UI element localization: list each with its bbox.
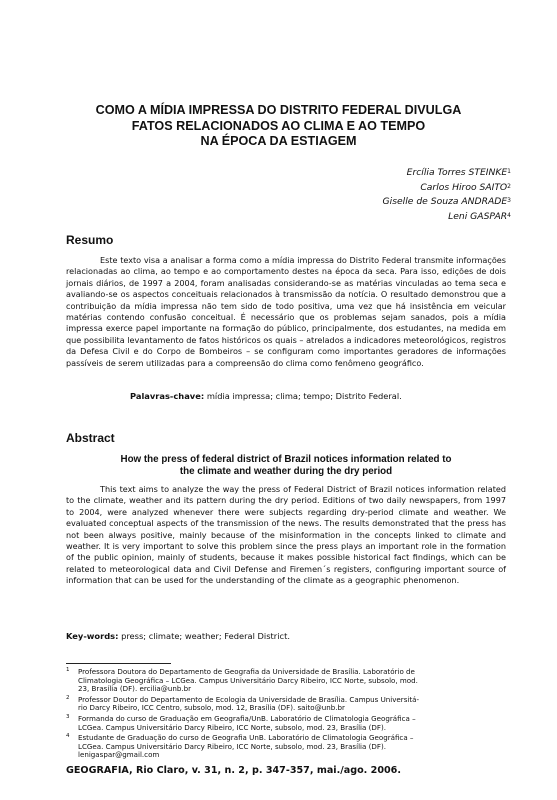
author: Giselle de Souza ANDRADE$^3$ [382, 196, 511, 207]
author: Carlos Hiroo SAITO$^2$ [420, 181, 511, 193]
author: Leni GASPAR$^4$ [448, 210, 511, 222]
footnote-mark: 3 [507, 197, 511, 204]
author: Ercília Torres STEINKE$^1$ [406, 167, 511, 178]
footnote-mark: 1 [507, 168, 511, 175]
abstract-keywords [66, 631, 506, 642]
footnote: 4 Estudante de Graduação do curso de Geografia UnB. Laboratório de Climatologia Geográfica – LCGea. Campus Universitário Darcy Ribeiro, ICC Norte, subsolo, mod. 23, Brasília (DF). lenigaspar@gmail.com [66, 733, 414, 760]
resumo-heading: Resumo [66, 233, 114, 247]
footnote: 3 Formanda do curso de Graduação em Geografia/UnB. Laboratório de Climatologia Geográfica – LCGea. Campus Universitário Darcy Ribeiro, ICC Norte, subsolo, mod. 23, Brasília (DF). [66, 714, 416, 732]
footnote: 1 Professora Doutora do Departamento de Geografia da Universidade de Brasília. Laboratório de Climatologia Geográfica – LCGea. Campus Universitário Darcy Ribeiro, ICC Norte, subsolo, mod. 23, Brasília (DF). ercilia@unb.br [66, 667, 418, 694]
abstract-text: This text aims to analyze the way the press of Federal District of Brazil notices information related to the climate, weather and its pattern during the dry period. Editions of two daily newspapers, from 1997 to 2004, were analyzed whenever there were subjects regarding dry-period climate and weather. We evaluated conceptual aspects of the transmission of the news. The results demonstrated that the press has not been always positive, mainly because of the misinformation in the concepts linked to climate and weather. It is very important to solve this problem since the press plays an important role in the formation of the public opinion, mainly of students, because it makes possible historical fact findings, which can be related to meteorological data and Civil Defense and Firemen´s registers, configuring important source of information that can be used for the understanding of the climate as a geographic phenomenon. [66, 484, 506, 586]
abstract-title [66, 454, 506, 478]
keywords-text: mídia impressa; clima; tempo; Distrito Federal. [206, 391, 402, 401]
title-line: COMO A MÍDIA IMPRESSA DO DISTRITO FEDERAL DIVULGA [95, 103, 462, 117]
author-list [383, 166, 511, 224]
keywords-label: Key-words: [66, 631, 119, 641]
resumo-text: Este texto visa a analisar a forma como a mídia impressa do Distrito Federal transmite informações relacionadas ao clima, ao tempo e ao comportamento destes na época da seca. Para isso, edições de dois jornais diários, de 1997 a 2004, foram analisadas considerando-se as matérias vinculadas ao tema seca e avaliando-se os aspectos conceituais relacionados à transmissão da notícia. O resultado demonstrou que a contribuição da mídia impressa não tem sido de todo positiva, uma vez que há insistência em veicular matérias contendo confusão conceitual. É necessário que os problemas sejam sanados, pois a mídia impressa exerce papel importante na formação do público, principalmente, dos estudantes, na medida em que possibilita levantamento de fatos históricos os quais – atrelados a indicadores meteorológicos, registros da Defesa Civil e do Corpo de Bombeiros – se configuram como importantes geradores de informações passíveis de serem utilizadas para a compreensão do clima como fenômeno geográfico. [66, 255, 506, 368]
abstract-body [66, 484, 506, 587]
resumo-keywords [66, 391, 506, 402]
article-title [40, 103, 517, 150]
resumo-body [66, 255, 506, 369]
keywords-label: Palavras-chave: [130, 391, 205, 401]
footnote: 2 Professor Doutor do Departamento de Ecologia da Universidade de Brasília. Campus Universitá- rio Darcy Ribeiro, ICC Centro, subsolo, mod. 12, Brasília (DF). saito@unb.br [66, 694, 420, 713]
journal-citation: GEOGRAFIA, Rio Claro, v. 31, n. 2, p. 347-357, mai./ago. 2006. [66, 765, 402, 776]
title-line: NA ÉPOCA DA ESTIAGEM [200, 134, 357, 148]
title-line: FATOS RELACIONADOS AO CLIMA E AO TEMPO [131, 118, 426, 133]
footnote-mark: 4 [507, 211, 511, 219]
footnote-divider [66, 663, 171, 664]
abstract-title-line: the climate and weather during the dry period [179, 466, 393, 477]
abstract-title-line: How the press of federal district of Brazil notices information related to [120, 454, 452, 465]
keywords-text: press; climate; weather; Federal District. [121, 631, 290, 641]
abstract-heading: Abstract [66, 431, 115, 445]
footnote-mark: 2 [507, 182, 511, 190]
